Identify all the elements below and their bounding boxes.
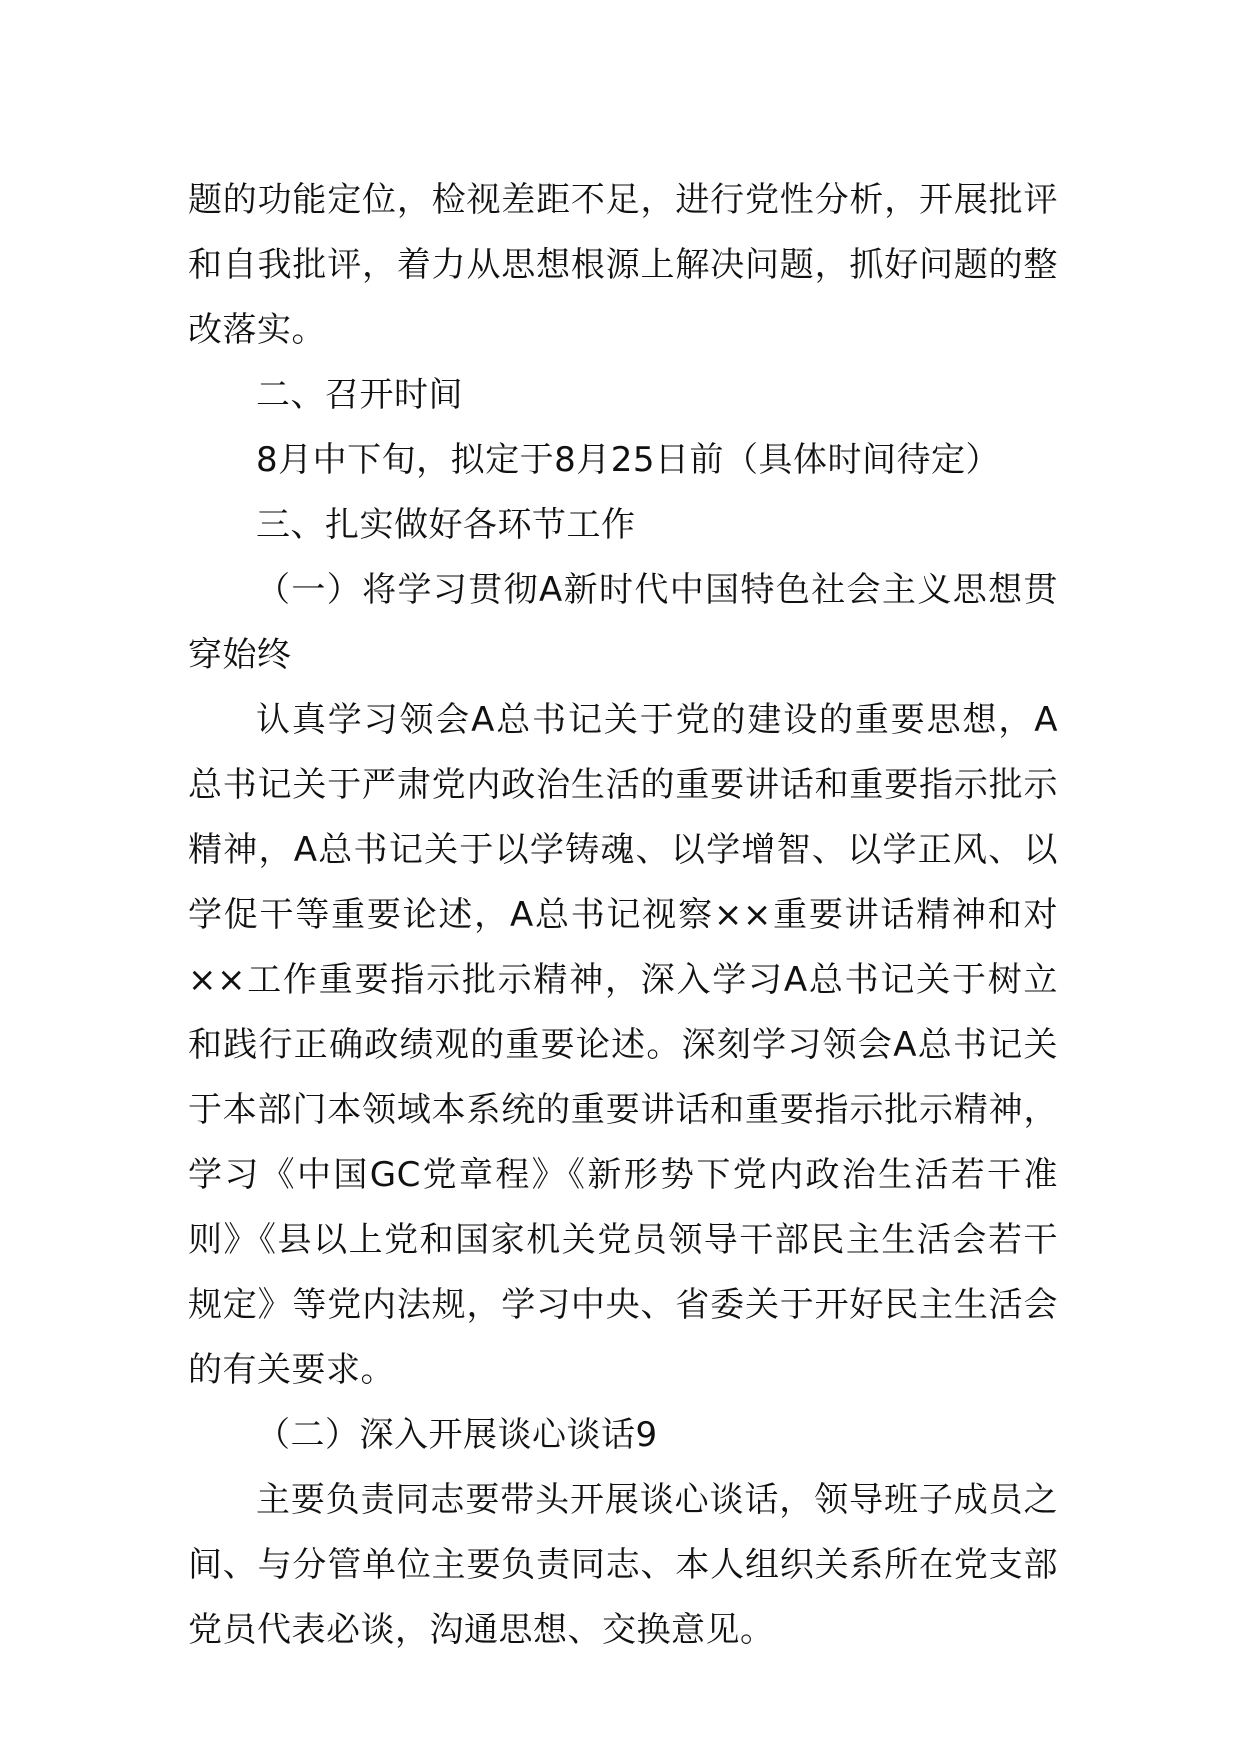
paragraph-talks-details: 主要负责同志要带头开展谈心谈话，领导班子成员之间、与分管单位主要负责同志、本人组织关系所在党支部党员代表必谈，沟通思想、交换意见。 (188, 1480, 1058, 1650)
paragraph-study-details: 认真学习领会A总书记关于党的建设的重要思想，A总书记关于严肃党内政治生活的重要讲话和重要指示批示精神，A总书记关于以学铸魂、以学增智、以学正风、以学促干等重要论述，A总书记视察××重要讲话精神和对××工作重要指示批示精神，深入学习A总书记关于树立和践行正确政绩观的重要论述。深刻学习领会A总书记关于本部门本领域本系统的重要讲话和重要指示批示精神，学习《中国GC党章程》《新形势下党内政治生活若干准则》《县以上党和国家机关党员领导干部民主生活会若干规定》等党内法规，学习中央、省委关于开好民主生活会的有关要求。 (188, 700, 1058, 1390)
section-heading-work-steps: 三、扎实做好各环节工作 (256, 505, 636, 545)
paragraph-meeting-date: 8月中下旬，拟定于8月25日前（具体时间待定） (256, 440, 1001, 480)
section-heading-meeting-time: 二、召开时间 (256, 375, 463, 415)
paragraph-continuation: 题的功能定位，检视差距不足，进行党性分析，开展批评和自我批评，着力从思想根源上解决问题，抓好问题的整改落实。 (188, 180, 1058, 350)
subheading-talks: （二）深入开展谈心谈话9 (256, 1415, 658, 1455)
subheading-study: （一）将学习贯彻A新时代中国特色社会主义思想贯穿始终 (188, 570, 1058, 675)
document-body (188, 168, 1058, 1663)
